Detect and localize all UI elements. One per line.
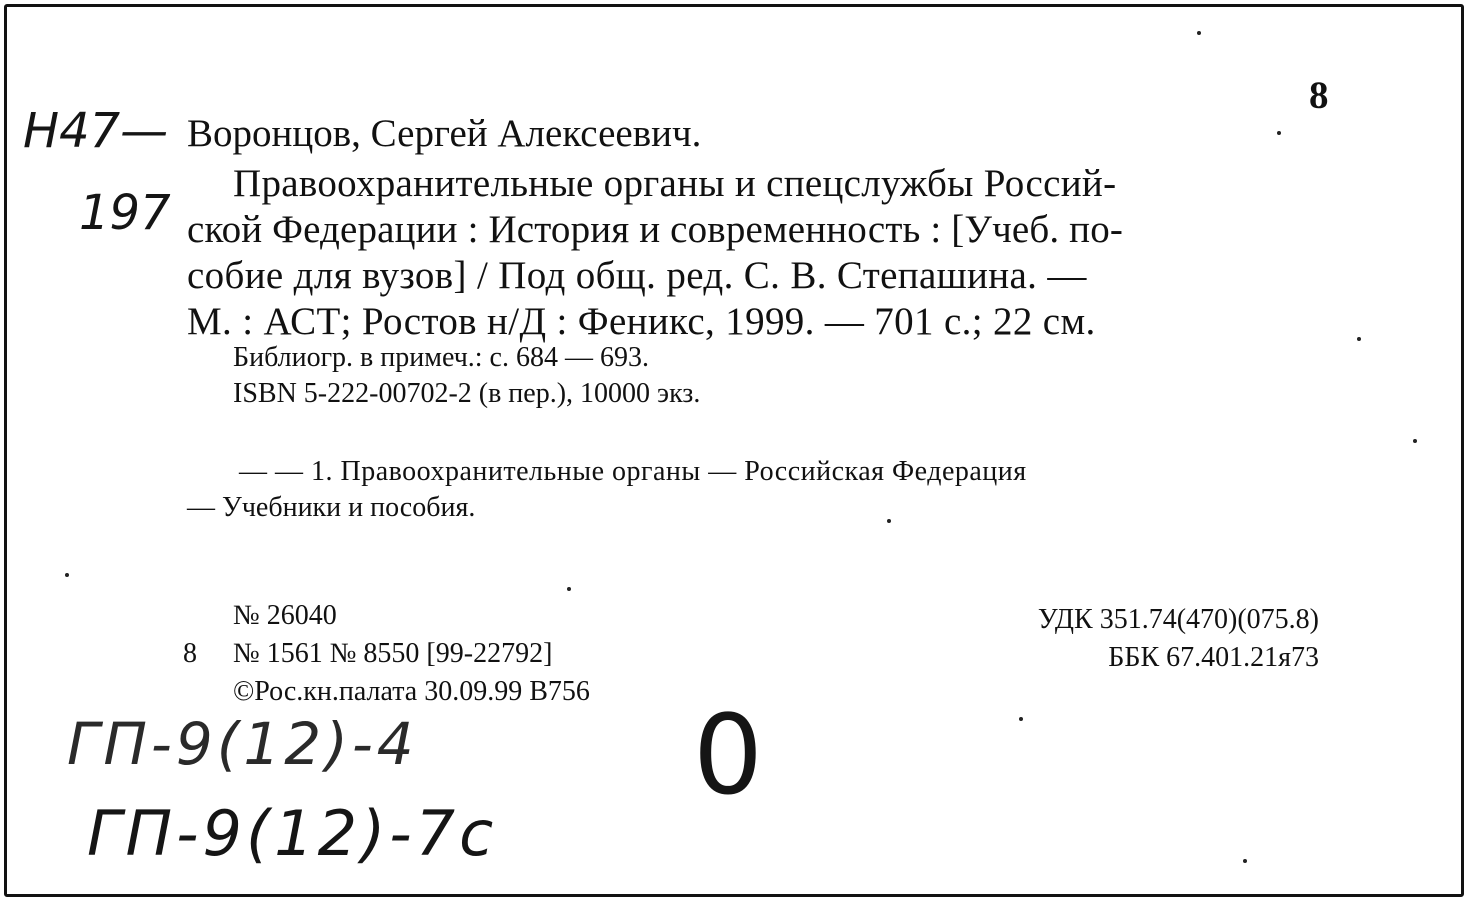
handwritten-line-1: ГП-9(12)-4 <box>67 710 418 778</box>
title-line-1: Правоохранительные органы и спецслужбы Россий- <box>233 162 1117 205</box>
bibliography-note: Библиогр. в примеч.: с. 684 — 693. <box>233 342 649 373</box>
catalog-card <box>4 4 1464 897</box>
subject-heading-line-1: — — 1. Правоохранительные органы — Российская Федерация <box>239 456 1027 487</box>
left-margin-digit: 8 <box>183 638 197 669</box>
speck <box>1413 439 1417 443</box>
speck <box>1019 717 1023 721</box>
speck <box>1357 337 1361 341</box>
title-line-3: собие для вузов] / Под общ. ред. С. В. Степашина. — <box>187 254 1087 297</box>
isbn-line: ISBN 5-222-00702-2 (в пер.), 10000 экз. <box>233 378 701 409</box>
speck <box>1243 859 1247 863</box>
title-line-2: ской Федерации : История и современность : [Учеб. по- <box>187 208 1123 251</box>
handwritten-shelf-mark-line1: Н47— <box>23 103 169 159</box>
speck <box>65 573 69 577</box>
speck <box>887 519 891 523</box>
handwritten-shelf-mark-line2: 197 <box>79 185 171 241</box>
bbk-code: ББК 67.401.21я73 <box>1108 642 1319 673</box>
speck <box>1197 31 1201 35</box>
record-number: № 26040 <box>233 600 337 631</box>
book-chamber-line: ©Рос.кн.палата 30.09.99 В756 <box>233 676 590 707</box>
udc-code: УДК 351.74(470)(075.8) <box>1037 604 1319 635</box>
sheet-number: 8 <box>1309 74 1329 117</box>
imprint-line: М. : АСТ; Ростов н/Д : Феникс, 1999. — 701 с.; 22 см. <box>187 300 1096 343</box>
subject-heading-line-2: — Учебники и пособия. <box>187 492 476 523</box>
author-heading: Воронцов, Сергей Алексеевич. <box>187 112 702 155</box>
handwritten-circle-mark: 0 <box>693 691 763 819</box>
speck <box>567 587 571 591</box>
handwritten-line-2: ГП-9(12)-7с <box>87 797 498 870</box>
card-numbers: № 1561 № 8550 [99-22792] <box>233 638 553 669</box>
speck <box>1277 131 1281 135</box>
